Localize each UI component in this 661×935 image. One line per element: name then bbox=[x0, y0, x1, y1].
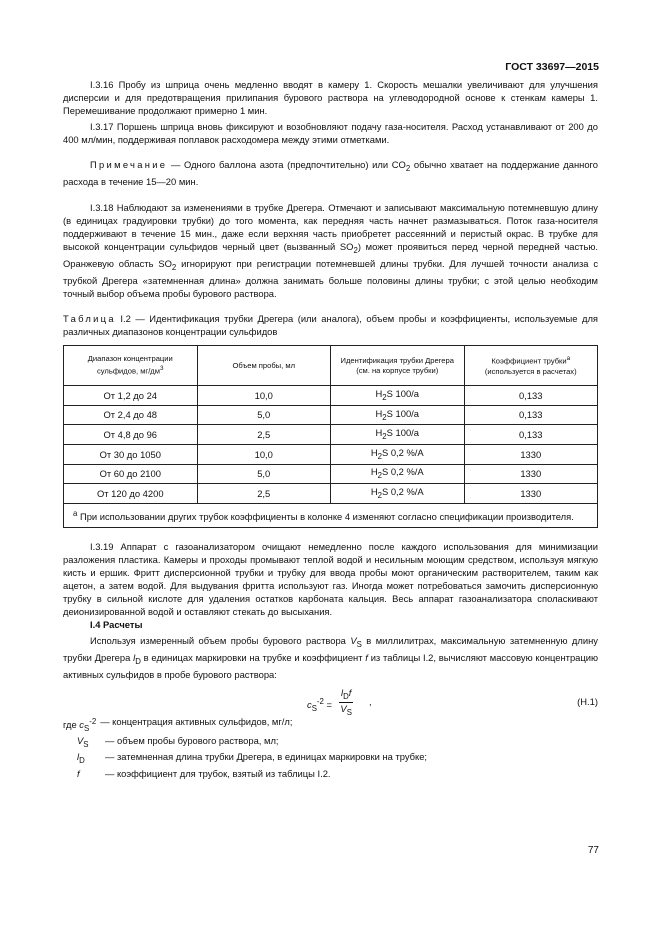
cell-volume: 2,5 bbox=[197, 484, 331, 504]
document-code: ГОСТ 33697—2015 bbox=[505, 61, 599, 73]
table-row bbox=[64, 464, 598, 484]
formula-h1 bbox=[63, 685, 598, 718]
table-row bbox=[64, 405, 598, 425]
table-row bbox=[64, 386, 598, 406]
table-row bbox=[64, 444, 598, 464]
cell-coef: 1330 bbox=[464, 484, 598, 504]
cell-range: От 120 до 4200 bbox=[64, 484, 198, 504]
table-row bbox=[64, 484, 598, 504]
cell-volume: 5,0 bbox=[197, 405, 331, 425]
cell-tube: $H_2S$ 100/a bbox=[331, 425, 465, 445]
cell-volume: 10,0 bbox=[197, 444, 331, 464]
header-concentration-range: Диапазон концентрации сульфидов, $мг/дм^3$ bbox=[64, 346, 198, 386]
cell-tube: $H_2S$ 0,2 %/A bbox=[331, 484, 465, 504]
cell-coef: 1330 bbox=[464, 464, 598, 484]
header-tube-coefficient: Коэффициент трубки$^a$ (используется в расчетах) bbox=[464, 346, 598, 386]
paragraph-i3-16: I.3.16 Пробу из шприца очень медленно вводят в камеру 1. Скорость мешалки увеличивают для улучшения дисперсии и для предотвращения прилипания бурового раствора на углеводородной основе к стенкам камеры 1. Перемешивание продолжают примерно 1 мин. bbox=[63, 79, 598, 117]
formula-numerator: $l_Df$ bbox=[339, 687, 353, 704]
formula-number: (H.1) bbox=[577, 695, 598, 707]
cell-coef: 1330 bbox=[464, 444, 598, 464]
cell-tube: $H_2S$ 100/a bbox=[331, 405, 465, 425]
cell-volume: 2,5 bbox=[197, 425, 331, 445]
formula-comma: , bbox=[369, 695, 372, 707]
cell-tube: $H_2S$ 100/a bbox=[331, 386, 465, 406]
cell-range: От 1,2 до 24 bbox=[64, 386, 198, 406]
definition-item: $l_D$ — затемненная длина трубки Дрегера, в единицах маркировки на трубке; bbox=[77, 751, 428, 766]
cell-range: От 60 до 2100 bbox=[64, 464, 198, 484]
cell-tube: $H_2S$ 0,2 %/A bbox=[331, 464, 465, 484]
table-footnote-row bbox=[64, 503, 598, 527]
cell-tube: $H_2S$ 0,2 %/A bbox=[331, 444, 465, 464]
table-caption: Таблица I.2 — Идентификация трубки Дрегера (или аналога), объем пробы и коэффициенты, используемые для различных диапазонов концентрации сульфидов bbox=[63, 312, 598, 338]
formula-lhs: $c_S^{-2}$ = bbox=[307, 696, 332, 713]
cell-coef: 0,133 bbox=[464, 425, 598, 445]
table-row bbox=[64, 425, 598, 445]
paragraph-i3-18: I.3.18 Наблюдают за изменениями в трубке Дрегера. Отмечают и записывают максимальную потемневшую длину (в единицах градуировки трубки) до того момента, как передняя часть начнет размазываться. Поток газа-носителя поддерживают в течение 15 мин., даже если верхняя часть приобретет рассеянний и перистый окрас. В трубке для высокой концентрации сульфидов черный цвет (вызванный $SO_2$) может проявиться перед черной передней частью. Оранжевую область $SO_2$ игнорируют при регистрации потемневшей длины трубки. Для лучшей точности анализа с трубкой Дрегера «затемненная длина» должна занимать больше половины длины трубки; с этой целью необходим точный выбор объема пробы бурового раствора. bbox=[63, 201, 599, 299]
page-body bbox=[63, 78, 598, 780]
cell-range: От 2,4 до 48 bbox=[64, 405, 198, 425]
note-label: Примечание bbox=[90, 159, 168, 171]
definition-item: где $c_S^{-2}$ — концентрация активных сульфидов, мг/л; bbox=[63, 715, 293, 733]
calc-intro: Используя измеренный объем пробы бурового раствора $V_S$ в миллилитрах, максимальную затемненную длину трубки Дрегера $l_D$ в единицах маркировки на трубке и коэффициент f из таблицы I.2, вычисляют массовую концентрацию активных сульфидов в пробе бурового раствора: bbox=[63, 635, 599, 681]
cell-volume: 5,0 bbox=[197, 464, 331, 484]
cell-volume: 10,0 bbox=[197, 386, 331, 406]
table-footnote: $^a$ При использовании других трубок коэффициенты в колонке 4 изменяют согласно спецификации производителя. bbox=[64, 503, 598, 527]
cell-coef: 0,133 bbox=[464, 405, 598, 425]
formula-fraction bbox=[339, 687, 353, 720]
definition-item: f — коэффициент для трубок, взятый из таблицы I.2. bbox=[77, 767, 331, 779]
cell-coef: 0,133 bbox=[464, 386, 598, 406]
table-header-row bbox=[64, 346, 598, 386]
cell-range: От 30 до 1050 bbox=[64, 444, 198, 464]
header-tube-id: Идентификация трубки Дрегера (см. на корпусе трубки) bbox=[331, 346, 465, 386]
formula-denominator: $V_S$ bbox=[340, 703, 352, 718]
paragraph-i3-19: I.3.19 Аппарат с газоанализатором очищают немедленно после каждого использования для минимизации разложения пластика. Камеры и проходы промывают теплой водой и несильным моющим средством, используя мягкую кисть и ершик. Фритт дисперсионной трубки и трубку для ввода пробы моют органическим растворителем, таким как ацетон, а затем водой. Для выдувания фритта используют газ. Иногда может потребоваться замочить дисперсионную трубку в сильной кислоте для удаления остатков карбоната кальция. Весь аппарат газоанализатора споласкивают деионизированной водой и оставляют стекать до высыхания. bbox=[63, 540, 598, 618]
dreger-tube-table bbox=[63, 345, 598, 528]
note-paragraph: Примечание — Одного баллона азота (предпочтительно) или $CO_2$ обычно хватает на поддержание данного расхода в течение 15—20 мин. bbox=[63, 159, 598, 188]
section-heading-calculations: I.4 Расчеты bbox=[90, 619, 143, 631]
header-sample-volume: Объем пробы, мл bbox=[197, 346, 331, 386]
cell-range: От 4,8 до 96 bbox=[64, 425, 198, 445]
page-number: 77 bbox=[587, 845, 599, 856]
paragraph-i3-17: I.3.17 Поршень шприца вновь фиксируют и возобновляют подачу газа-носителя. Расход устанавливают от 200 до 400 мл/мин, поддерживая поплавок расходомера между этими отметками. bbox=[63, 121, 598, 146]
definition-item: $V_S$ — объем пробы бурового раствора, мл; bbox=[77, 735, 279, 749]
variable-definitions bbox=[63, 716, 598, 781]
